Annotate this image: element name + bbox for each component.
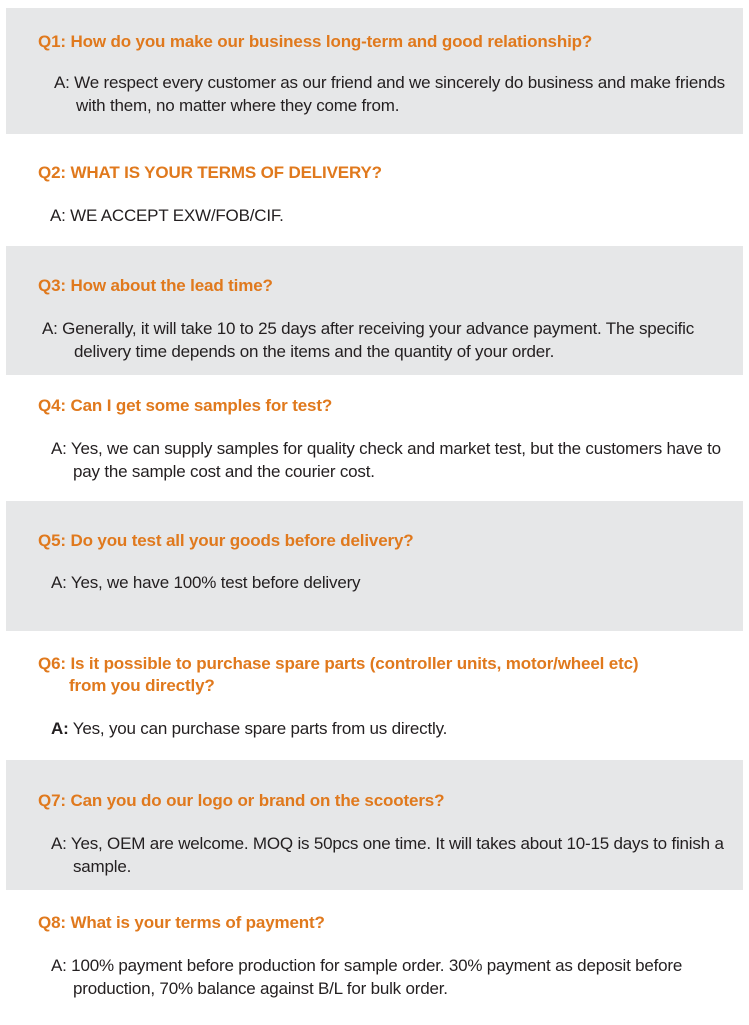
faq-item-q5 [0, 501, 749, 631]
question-text: Q2: WHAT IS YOUR TERMS OF DELIVERY? [38, 163, 382, 182]
answer-label: A: [51, 719, 69, 738]
question-text: Q5: Do you test all your goods before delivery? [38, 531, 414, 550]
faq-panel [6, 501, 743, 631]
answer-text [51, 717, 731, 740]
answer-text: A: We respect every customer as our friend and we sincerely do business and make friends with them, no matter where they come from. [54, 73, 725, 115]
answer-text: A: Generally, it will take 10 to 25 days after receiving your advance payment. The specific delivery time depends on the items and the quantity of your order. [42, 319, 695, 361]
question-text-line2: from you directly? [69, 676, 215, 695]
question-text: Q8: What is your terms of payment? [38, 913, 325, 932]
question-text: Q1: How do you make our business long-term and good relationship? [38, 32, 593, 51]
faq-item-q2 [0, 134, 749, 246]
faq-item-q4 [0, 375, 749, 501]
faq-item-q3 [0, 246, 749, 375]
faq-item-q6 [0, 631, 749, 760]
faq-item-q1 [0, 8, 749, 134]
faq-item-q7 [0, 760, 749, 890]
question-text: Q3: How about the lead time? [38, 276, 273, 295]
question-text: Q4: Can I get some samples for test? [38, 396, 333, 415]
answer-text: A: WE ACCEPT EXW/FOB/CIF. [50, 206, 284, 225]
answer-text: A: Yes, OEM are welcome. MOQ is 50pcs one time. It will takes about 10-15 days to finish a sample. [51, 834, 724, 876]
question-text-line1: Q6: Is it possible to purchase spare parts (controller units, motor/wheel etc) [38, 654, 639, 673]
faq-item-q8 [0, 890, 749, 1025]
answer-body: Yes, you can purchase spare parts from us directly. [72, 719, 448, 738]
answer-text: A: Yes, we have 100% test before delivery [51, 573, 361, 592]
answer-text: A: Yes, we can supply samples for quality check and market test, but the customers have to pay the sample cost and the courier cost. [51, 439, 721, 481]
question-text: Q7: Can you do our logo or brand on the scooters? [38, 791, 445, 810]
answer-text: A: 100% payment before production for sample order. 30% payment as deposit before production, 70% balance against B/L for bulk order. [51, 956, 683, 998]
